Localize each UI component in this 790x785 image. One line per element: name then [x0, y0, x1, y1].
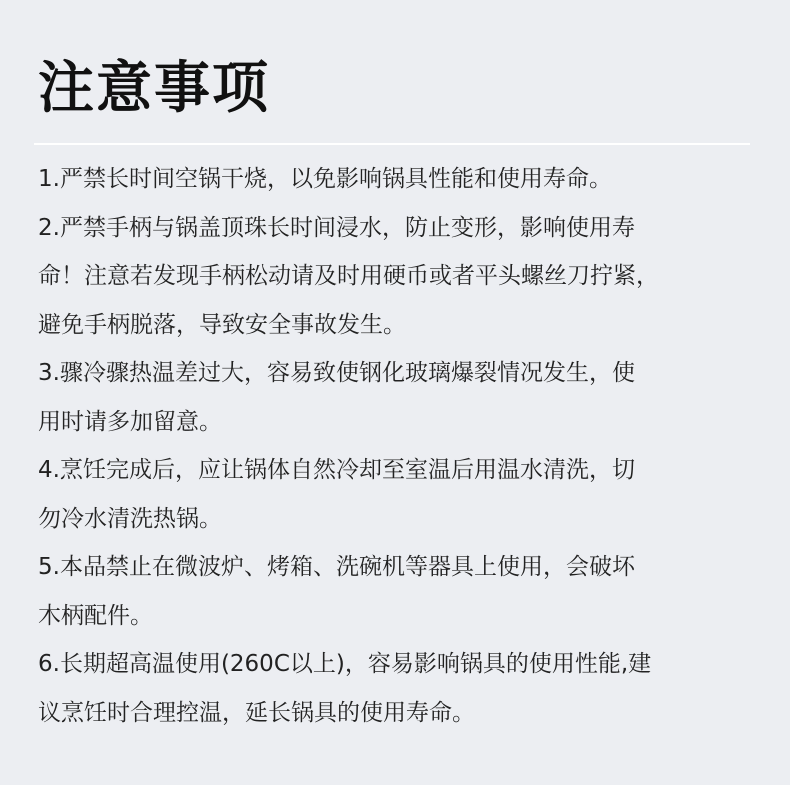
note-line: 避免手柄脱落，导致安全事故发生。: [38, 311, 406, 338]
notes-list: [38, 155, 738, 737]
note-line: 勿冷水清洗热锅。: [38, 505, 222, 532]
note-line: 4.烹饪完成后，应让锅体自然冷却至室温后用温水清洗，切: [38, 457, 635, 483]
title-divider: [34, 143, 750, 145]
note-line: 6.长期超高温使用(260C以上)，容易影响锅具的使用性能,建: [38, 651, 652, 677]
note-line: 3.骤冷骤热温差过大，容易致使钢化玻璃爆裂情况发生，使: [38, 360, 635, 386]
note-line: 命！注意若发现手柄松动请及时用硬币或者平头螺丝刀拧紧，: [38, 263, 659, 289]
note-line: 议烹饪时合理控温，延长锅具的使用寿命。: [38, 699, 475, 726]
page-title: 注意事项: [38, 56, 270, 121]
note-line: 2.严禁手柄与锅盖顶珠长时间浸水，防止变形，影响使用寿: [38, 214, 635, 241]
note-line: 木柄配件。: [38, 602, 153, 629]
note-line: 1.严禁长时间空锅干烧，以免影响锅具性能和使用寿命。: [38, 166, 612, 192]
note-line: 用时请多加留意。: [38, 408, 222, 435]
note-line: 5.本品禁止在微波炉、烤箱、洗碗机等器具上使用，会破坏: [38, 554, 635, 580]
